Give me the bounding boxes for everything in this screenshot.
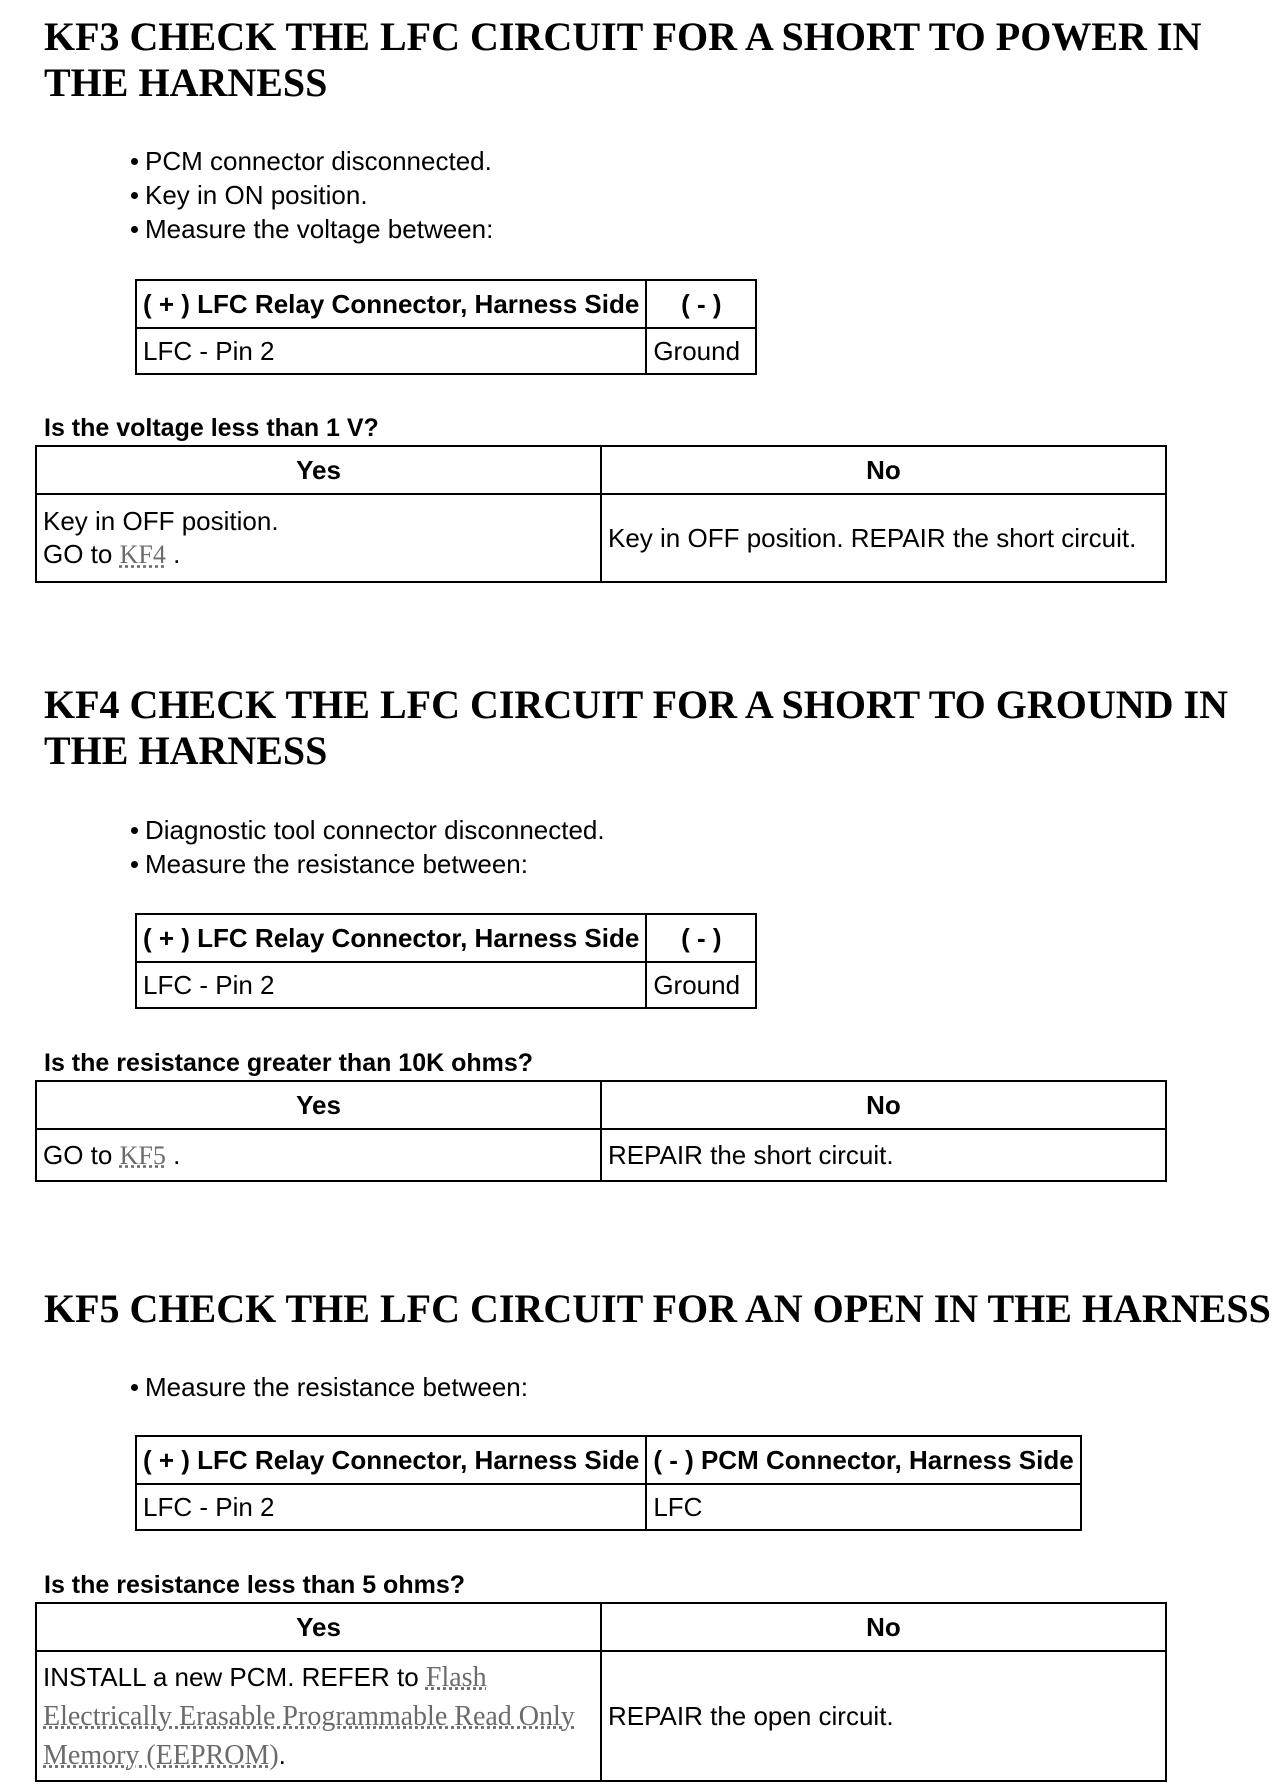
- no-cell: REPAIR the open circuit.: [601, 1651, 1166, 1781]
- measure-header-negative: ( - ) PCM Connector, Harness Side: [646, 1436, 1080, 1484]
- bullet: Diagnostic tool connector disconnected.: [128, 813, 605, 847]
- kf5-result-table: [35, 1602, 1167, 1782]
- kf3-question: Is the voltage less than 1 V?: [44, 414, 379, 442]
- kf3-measure-table: [135, 279, 757, 375]
- no-cell: Key in OFF position. REPAIR the short circuit.: [601, 494, 1166, 582]
- no-cell: REPAIR the short circuit.: [601, 1129, 1166, 1181]
- measure-header-negative: ( - ): [646, 914, 756, 962]
- period: .: [173, 539, 181, 569]
- measure-cell-positive: LFC - Pin 2: [136, 962, 646, 1008]
- measure-cell-negative: LFC: [646, 1484, 1080, 1530]
- measure-cell-negative: Ground: [646, 962, 756, 1008]
- kf4-question: Is the resistance greater than 10K ohms?: [44, 1049, 534, 1077]
- yes-cell: [36, 494, 601, 582]
- kf4-measure-table: [135, 913, 757, 1009]
- measure-header-positive: ( + ) LFC Relay Connector, Harness Side: [136, 914, 646, 962]
- yes-header: Yes: [36, 1603, 601, 1651]
- kf5-measure-table: [135, 1435, 1082, 1531]
- yes-cell: [36, 1651, 601, 1781]
- install-text: INSTALL a new PCM. REFER to: [43, 1661, 419, 1692]
- yes-go: [43, 538, 594, 571]
- bullet: Measure the resistance between:: [128, 1370, 528, 1404]
- measure-header-positive: ( + ) LFC Relay Connector, Harness Side: [136, 280, 646, 328]
- kf4-bullets: [128, 813, 605, 881]
- yes-header: Yes: [36, 1081, 601, 1129]
- eeprom-link[interactable]: Flash Electrically Erasable Programmable Read Only Memory (EEPROM): [43, 1661, 575, 1771]
- measure-header-positive: ( + ) LFC Relay Connector, Harness Side: [136, 1436, 646, 1484]
- no-header: No: [601, 1603, 1166, 1651]
- no-header: No: [601, 1081, 1166, 1129]
- kf5-link[interactable]: KF5: [119, 1140, 166, 1170]
- yes-header: Yes: [36, 446, 601, 494]
- kf4-result-table: [35, 1080, 1167, 1182]
- bullet: PCM connector disconnected.: [128, 144, 493, 178]
- kf3-bullets: [128, 144, 493, 246]
- no-header: No: [601, 446, 1166, 494]
- kf4-title: KF4 CHECK THE LFC CIRCUIT FOR A SHORT TO GROUND IN THE HARNESS: [44, 682, 1229, 773]
- go-to-text: GO to: [43, 539, 113, 569]
- kf3-result-table: [35, 445, 1167, 583]
- kf4-link[interactable]: KF4: [119, 540, 166, 569]
- kf3-title: KF3 CHECK THE LFC CIRCUIT FOR A SHORT TO POWER IN THE HARNESS: [44, 14, 1202, 105]
- yes-cell: [36, 1129, 601, 1181]
- go-to-text: GO to: [43, 1139, 113, 1170]
- measure-header-negative: ( - ): [646, 280, 756, 328]
- bullet: Measure the resistance between:: [128, 847, 605, 881]
- kf5-bullets: [128, 1370, 528, 1404]
- kf5-title: KF5 CHECK THE LFC CIRCUIT FOR AN OPEN IN THE HARNESS: [44, 1286, 1271, 1331]
- period: .: [278, 1739, 286, 1770]
- period: .: [173, 1139, 181, 1170]
- yes-text: Key in OFF position.: [43, 506, 279, 536]
- kf5-question: Is the resistance less than 5 ohms?: [44, 1571, 465, 1599]
- measure-cell-negative: Ground: [646, 328, 756, 374]
- bullet: Key in ON position.: [128, 178, 493, 212]
- measure-cell-positive: LFC - Pin 2: [136, 1484, 646, 1530]
- measure-cell-positive: LFC - Pin 2: [136, 328, 646, 374]
- bullet: Measure the voltage between:: [128, 212, 493, 246]
